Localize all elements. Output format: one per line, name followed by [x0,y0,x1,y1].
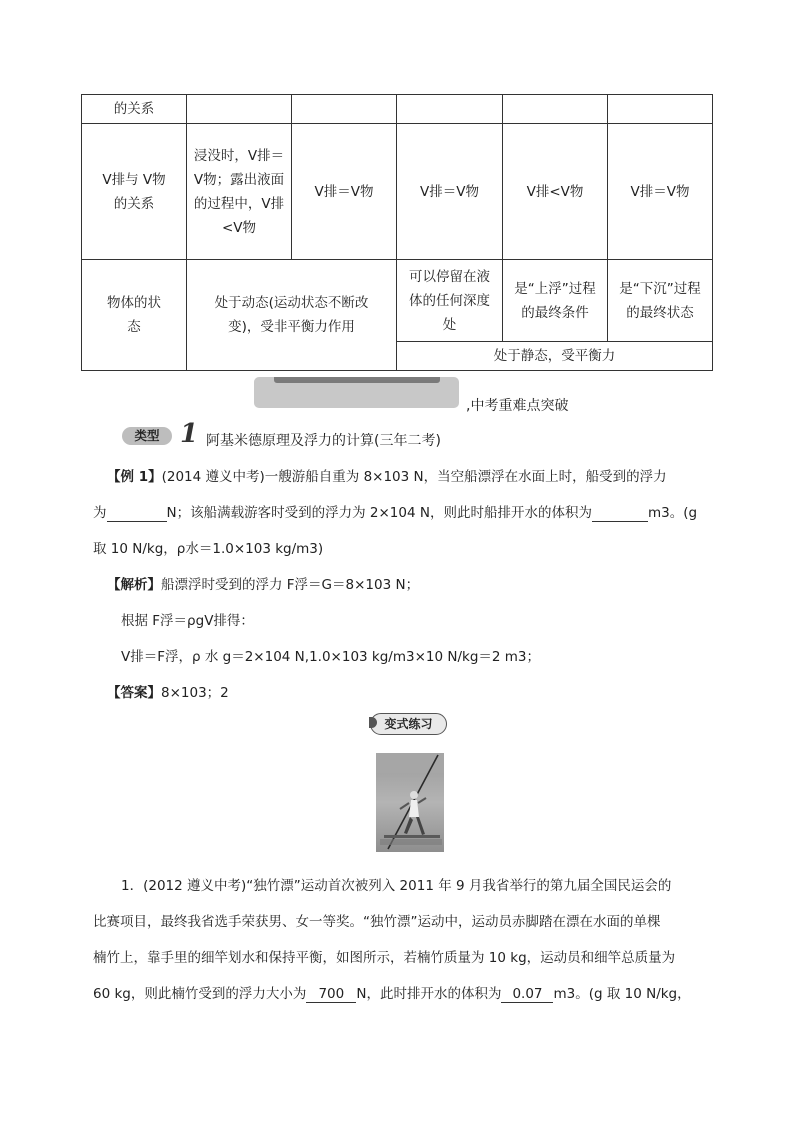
question-1-text-4c: m3。(g 取 10 N/kg， [553,986,691,1002]
question-1-line-4 [93,982,691,1003]
table-cell [187,95,292,124]
example-label: 【例 1】 [107,469,162,485]
table-row [82,260,713,342]
answer-blank-2 [592,505,648,522]
section-banner-stripe [274,377,440,383]
table-cell [292,95,397,124]
analysis-line-3: V排＝F浮，ρ 水 g＝2×104 N,1.0×103 kg/m3×10 N/kg＝2 m3； [121,649,541,665]
question-1-line-3: 楠竹上，靠手里的细竿划水和保持平衡，如图所示，若楠竹质量为 10 kg，运动员和细竿总质量为 [93,950,676,966]
analysis-line-2: 根据 F浮＝ρgV排得： [121,613,254,629]
row2-col5: V排＝V物 [608,124,713,260]
section-banner-text: ,中考重难点突破 [466,398,569,414]
analysis-line-1 [107,573,419,593]
table-row [82,124,713,260]
practice-badge: 变式练习 [370,713,447,735]
row2-col1: 浸没时，V排＝V物；露出液面的过程中，V排<V物 [187,124,292,260]
row2-col4: V排<V物 [503,124,608,260]
table-row [82,95,713,124]
row1-label: 的关系 [82,95,187,124]
row3-col3: 可以停留在液体的任何深度处 [397,260,503,342]
question-1-line-2: 比赛项目，最终我省选手荣获男、女一等奖。“独竹漂”运动中，运动员赤脚踏在漂在水面的单棵 [93,914,661,930]
example-line-2 [93,501,697,522]
question-1-text-4b: N，此时排开水的体积为 [356,986,502,1002]
example-text-2a: 为 [93,505,107,521]
answer-blank-700: 700 [306,986,356,1003]
comparison-table [81,94,713,371]
row3-static: 处于静态，受平衡力 [397,342,713,371]
answer-line [107,681,229,701]
row2-col2: V排＝V物 [292,124,397,260]
example-text-2c: m3。(g [647,505,698,521]
answer-blank-007: 0.07 [501,986,553,1003]
question-1-line-1: 1．(2012 遵义中考)“独竹漂”运动首次被列入 2011 年 9 月我省举行的第九届全国民运会的 [121,878,672,894]
row3-label: 物体的状态 [82,260,187,371]
question-1-text-4a: 60 kg，则此楠竹受到的浮力大小为 [93,986,307,1002]
answer-label: 【答案】 [107,685,161,701]
row2-col3: V排＝V物 [397,124,503,260]
photo-image [376,753,444,852]
example-text-1: (2014 遵义中考)一艘游船自重为 8×103 N，当空船漂浮在水面上时，船受到的浮力 [161,469,667,485]
example-line-3: 取 10 N/kg，ρ水＝1.0×103 kg/m3) [93,541,324,557]
analysis-label: 【解析】 [107,577,161,593]
row3-dynamic: 处于动态(运动状态不断改变)，受非平衡力作用 [187,260,397,371]
answer-blank-1 [107,505,167,522]
type-badge: 类型 [122,427,172,445]
row3-col5: 是“下沉”过程的最终状态 [608,260,713,342]
table-cell [503,95,608,124]
answer-text: 8×103；2 [161,685,229,701]
row3-col4: 是“上浮”过程的最终条件 [503,260,608,342]
example-line-1 [107,465,667,485]
table-cell [608,95,713,124]
analysis-text-1: 船漂浮时受到的浮力 F浮＝G＝8×103 N； [161,577,420,593]
type-number: 1 [180,419,199,449]
example-text-2b: N；该船满载游客时受到的浮力为 2×104 N，则此时船排开水的体积为 [166,505,592,521]
row2-label: V排与 V物的关系 [82,124,187,260]
table-cell [397,95,503,124]
type-title: 阿基米德原理及浮力的计算(三年二考) [206,433,441,449]
bamboo-rafting-photo [376,753,444,852]
